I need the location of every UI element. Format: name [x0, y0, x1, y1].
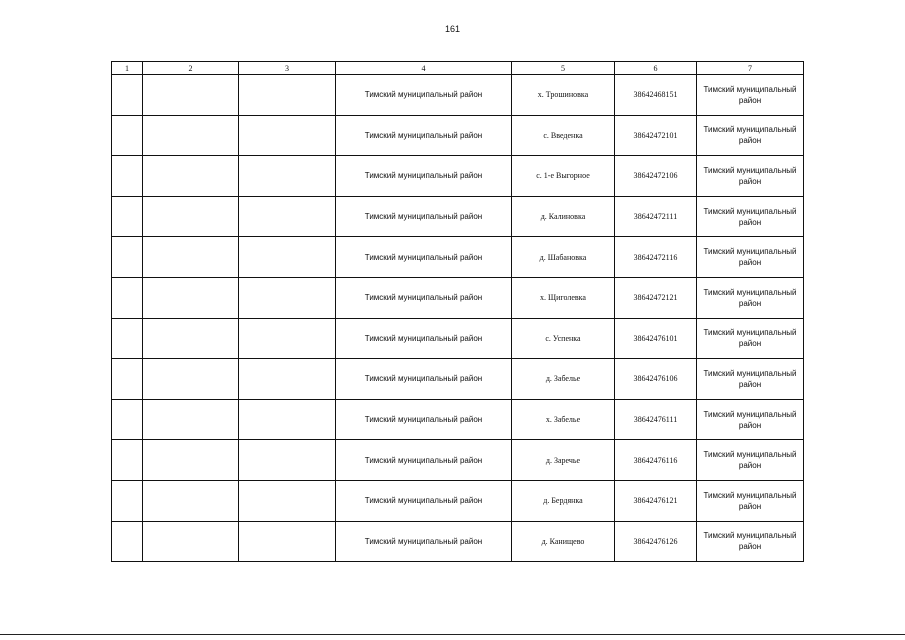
empty-cell [143, 359, 239, 400]
code-cell: 38642472106 [615, 156, 697, 197]
locality-cell: х. Трошиновка [512, 75, 615, 116]
region-cell: Тимский муниципальный район [697, 237, 804, 278]
region-cell: Тимский муниципальный район [697, 399, 804, 440]
district-cell: Тимский муниципальный район [336, 318, 512, 359]
empty-cell [143, 480, 239, 521]
district-cell: Тимский муниципальный район [336, 480, 512, 521]
empty-cell [112, 440, 143, 481]
locality-cell: с. Успенка [512, 318, 615, 359]
table-row [112, 196, 804, 237]
code-cell: 38642476106 [615, 359, 697, 400]
empty-cell [239, 156, 336, 197]
page-bottom-rule [0, 634, 905, 635]
locality-cell: д. Бердянка [512, 480, 615, 521]
locality-table [111, 61, 804, 562]
empty-cell [143, 196, 239, 237]
column-header: 3 [239, 62, 336, 75]
table-row [112, 521, 804, 562]
page-number: 161 [444, 24, 461, 34]
empty-cell [239, 115, 336, 156]
column-header: 1 [112, 62, 143, 75]
district-cell: Тимский муниципальный район [336, 115, 512, 156]
locality-cell: д. Шабановка [512, 237, 615, 278]
empty-cell [239, 440, 336, 481]
region-cell: Тимский муниципальный район [697, 277, 804, 318]
code-cell: 38642476126 [615, 521, 697, 562]
table-row [112, 480, 804, 521]
empty-cell [112, 359, 143, 400]
district-cell: Тимский муниципальный район [336, 399, 512, 440]
locality-cell: с. 1-е Выгорное [512, 156, 615, 197]
table-row [112, 115, 804, 156]
locality-cell: х. Щиголевка [512, 277, 615, 318]
header-row [112, 62, 804, 75]
code-cell: 38642472116 [615, 237, 697, 278]
empty-cell [143, 75, 239, 116]
empty-cell [112, 521, 143, 562]
empty-cell [112, 196, 143, 237]
district-cell: Тимский муниципальный район [336, 156, 512, 197]
empty-cell [112, 115, 143, 156]
empty-cell [143, 399, 239, 440]
district-cell: Тимский муниципальный район [336, 521, 512, 562]
empty-cell [112, 318, 143, 359]
region-cell: Тимский муниципальный район [697, 359, 804, 400]
empty-cell [112, 75, 143, 116]
empty-cell [239, 196, 336, 237]
district-cell: Тимский муниципальный район [336, 237, 512, 278]
code-cell: 38642476116 [615, 440, 697, 481]
empty-cell [112, 237, 143, 278]
code-cell: 38642472101 [615, 115, 697, 156]
table-row [112, 318, 804, 359]
table-row [112, 399, 804, 440]
empty-cell [239, 480, 336, 521]
empty-cell [112, 480, 143, 521]
table-row [112, 359, 804, 400]
empty-cell [239, 75, 336, 116]
code-cell: 38642472121 [615, 277, 697, 318]
empty-cell [143, 440, 239, 481]
empty-cell [143, 237, 239, 278]
locality-cell: х. Забелье [512, 399, 615, 440]
column-header: 7 [697, 62, 804, 75]
empty-cell [143, 115, 239, 156]
empty-cell [112, 399, 143, 440]
table-row [112, 156, 804, 197]
code-cell: 38642476101 [615, 318, 697, 359]
table-row [112, 75, 804, 116]
locality-cell: д. Калиновка [512, 196, 615, 237]
district-cell: Тимский муниципальный район [336, 277, 512, 318]
empty-cell [239, 399, 336, 440]
empty-cell [239, 318, 336, 359]
locality-cell: д. Канищево [512, 521, 615, 562]
locality-cell: с. Введенка [512, 115, 615, 156]
empty-cell [239, 237, 336, 278]
table-row [112, 277, 804, 318]
district-cell: Тимский муниципальный район [336, 75, 512, 116]
code-cell: 38642476121 [615, 480, 697, 521]
locality-cell: д. Забелье [512, 359, 615, 400]
table-row [112, 440, 804, 481]
column-header: 2 [143, 62, 239, 75]
region-cell: Тимский муниципальный район [697, 440, 804, 481]
empty-cell [143, 156, 239, 197]
empty-cell [143, 277, 239, 318]
table-row [112, 237, 804, 278]
code-cell: 38642468151 [615, 75, 697, 116]
region-cell: Тимский муниципальный район [697, 480, 804, 521]
column-header: 6 [615, 62, 697, 75]
empty-cell [239, 359, 336, 400]
code-cell: 38642472111 [615, 196, 697, 237]
empty-cell [143, 318, 239, 359]
empty-cell [112, 277, 143, 318]
code-cell: 38642476111 [615, 399, 697, 440]
region-cell: Тимский муниципальный район [697, 521, 804, 562]
region-cell: Тимский муниципальный район [697, 318, 804, 359]
empty-cell [239, 521, 336, 562]
region-cell: Тимский муниципальный район [697, 156, 804, 197]
district-cell: Тимский муниципальный район [336, 359, 512, 400]
empty-cell [239, 277, 336, 318]
region-cell: Тимский муниципальный район [697, 115, 804, 156]
empty-cell [112, 156, 143, 197]
empty-cell [143, 521, 239, 562]
column-header: 4 [336, 62, 512, 75]
locality-cell: д. Заречье [512, 440, 615, 481]
region-cell: Тимский муниципальный район [697, 75, 804, 116]
district-cell: Тимский муниципальный район [336, 196, 512, 237]
region-cell: Тимский муниципальный район [697, 196, 804, 237]
column-header: 5 [512, 62, 615, 75]
district-cell: Тимский муниципальный район [336, 440, 512, 481]
